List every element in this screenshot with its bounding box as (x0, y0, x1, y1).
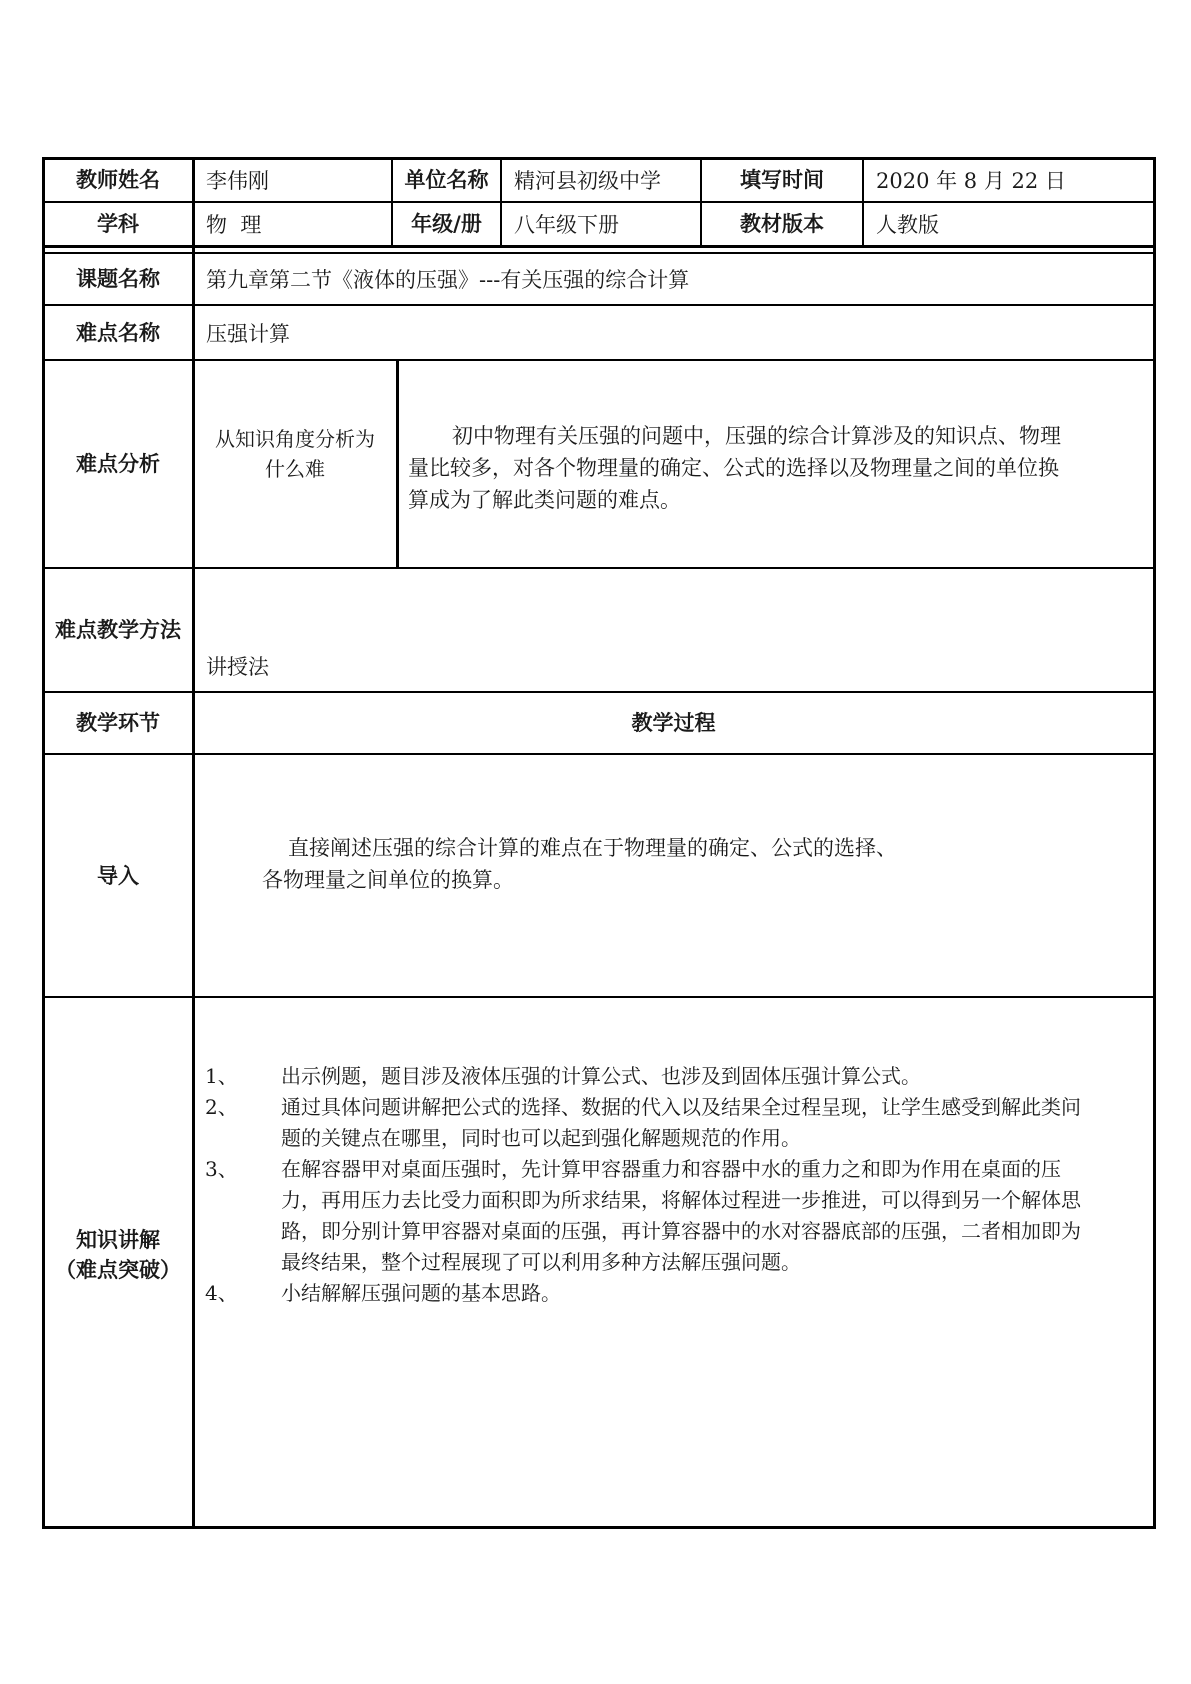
knowledge-label (44, 998, 192, 1526)
method-value: 讲授法 (206, 655, 269, 679)
topic-label: 课题名称 (76, 267, 160, 291)
analysis-text (408, 420, 1153, 516)
row-divider (42, 567, 1156, 569)
analysis-text-line: 初中物理有关压强的问题中，压强的综合计算涉及的知识点、物理 (452, 424, 1061, 448)
intro-text-line: 直接阐述压强的综合计算的难点在于物理量的确定、公式的选择、 (288, 836, 897, 860)
teacher-name-value: 李伟刚 (206, 169, 269, 193)
knowledge-list (205, 1061, 1150, 1309)
unit-name-label: 单位名称 (404, 168, 489, 192)
knowledge-item-line: 力，再用压力去比受力面积即为所求结果，将解体过程进一步推进，可以得到另一个解体思 (281, 1188, 1081, 1212)
edition-label: 教材版本 (740, 212, 824, 236)
method-label: 难点教学方法 (55, 618, 181, 642)
subject-label: 学科 (97, 212, 139, 236)
topic-value: 第九章第二节《液体的压强》---有关压强的综合计算 (206, 268, 690, 292)
knowledge-item-line: 通过具体问题讲解把公式的选择、数据的代入以及结果全过程呈现，让学生感受到解此类问 (281, 1095, 1081, 1119)
subject-value: 物 理 (206, 213, 262, 237)
knowledge-item-line: 出示例题，题目涉及液体压强的计算公式、也涉及到固体压强计算公式。 (281, 1064, 921, 1088)
analysis-sub-label (194, 361, 396, 567)
intro-label: 导入 (97, 863, 139, 888)
process-column-header: 教学过程 (631, 711, 716, 735)
knowledge-item-number: 3、 (205, 1157, 238, 1181)
analysis-text-line: 量比较多，对各个物理量的确定、公式的选择以及物理量之间的单位换 (408, 456, 1059, 480)
row-divider (42, 245, 1156, 248)
knowledge-item-line: 题的关键点在哪里，同时也可以起到强化解题规范的作用。 (281, 1126, 801, 1150)
intro-text (262, 832, 1142, 896)
difficulty-label: 难点名称 (76, 320, 160, 345)
knowledge-item-2 (205, 1092, 1150, 1154)
knowledge-label-line1: 知识讲解 (76, 1228, 160, 1252)
knowledge-label-line2: （难点突破） (55, 1258, 181, 1282)
table-right-border (1153, 157, 1156, 1529)
row-divider (42, 996, 1156, 998)
section-column-header: 教学环节 (76, 711, 160, 735)
analysis-column-divider (396, 359, 399, 569)
grade-value: 八年级下册 (514, 213, 619, 237)
analysis-label: 难点分析 (76, 452, 160, 476)
edition-value: 人教版 (876, 213, 939, 237)
grade-label: 年级/册 (411, 212, 482, 236)
difficulty-value: 压强计算 (206, 321, 290, 346)
knowledge-item-4 (205, 1278, 1150, 1309)
knowledge-item-number: 4、 (205, 1281, 238, 1305)
analysis-text-line: 算成为了解此类问题的难点。 (408, 488, 681, 512)
knowledge-item-line: 路，即分别计算甲容器对桌面的压强，再计算容器中的水对容器底部的压强，二者相加即为 (281, 1219, 1081, 1243)
intro-text-line: 各物理量之间单位的换算。 (262, 868, 514, 892)
knowledge-item-3 (205, 1154, 1150, 1278)
knowledge-item-number: 1、 (205, 1064, 238, 1088)
teacher-name-label: 教师姓名 (76, 168, 160, 192)
knowledge-item-line: 在解容器甲对桌面压强时，先计算甲容器重力和容器中水的重力之和即为作用在桌面的压 (281, 1157, 1061, 1181)
unit-name-value: 精河县初级中学 (514, 169, 661, 193)
fill-date-value: 2020 年 8 月 22 日 (876, 169, 1066, 193)
row-divider (42, 753, 1156, 755)
knowledge-item-line: 最终结果，整个过程展现了可以利用多种方法解压强问题。 (281, 1250, 801, 1274)
fill-date-label: 填写时间 (740, 168, 824, 192)
analysis-sub-label-line2: 什么难 (265, 457, 325, 481)
knowledge-item-line: 小结解解压强问题的基本思路。 (281, 1281, 561, 1305)
knowledge-item-1 (205, 1061, 1150, 1092)
table-bottom-border (42, 1526, 1156, 1529)
knowledge-item-number: 2、 (205, 1095, 238, 1119)
analysis-sub-label-line1: 从知识角度分析为 (215, 427, 375, 451)
